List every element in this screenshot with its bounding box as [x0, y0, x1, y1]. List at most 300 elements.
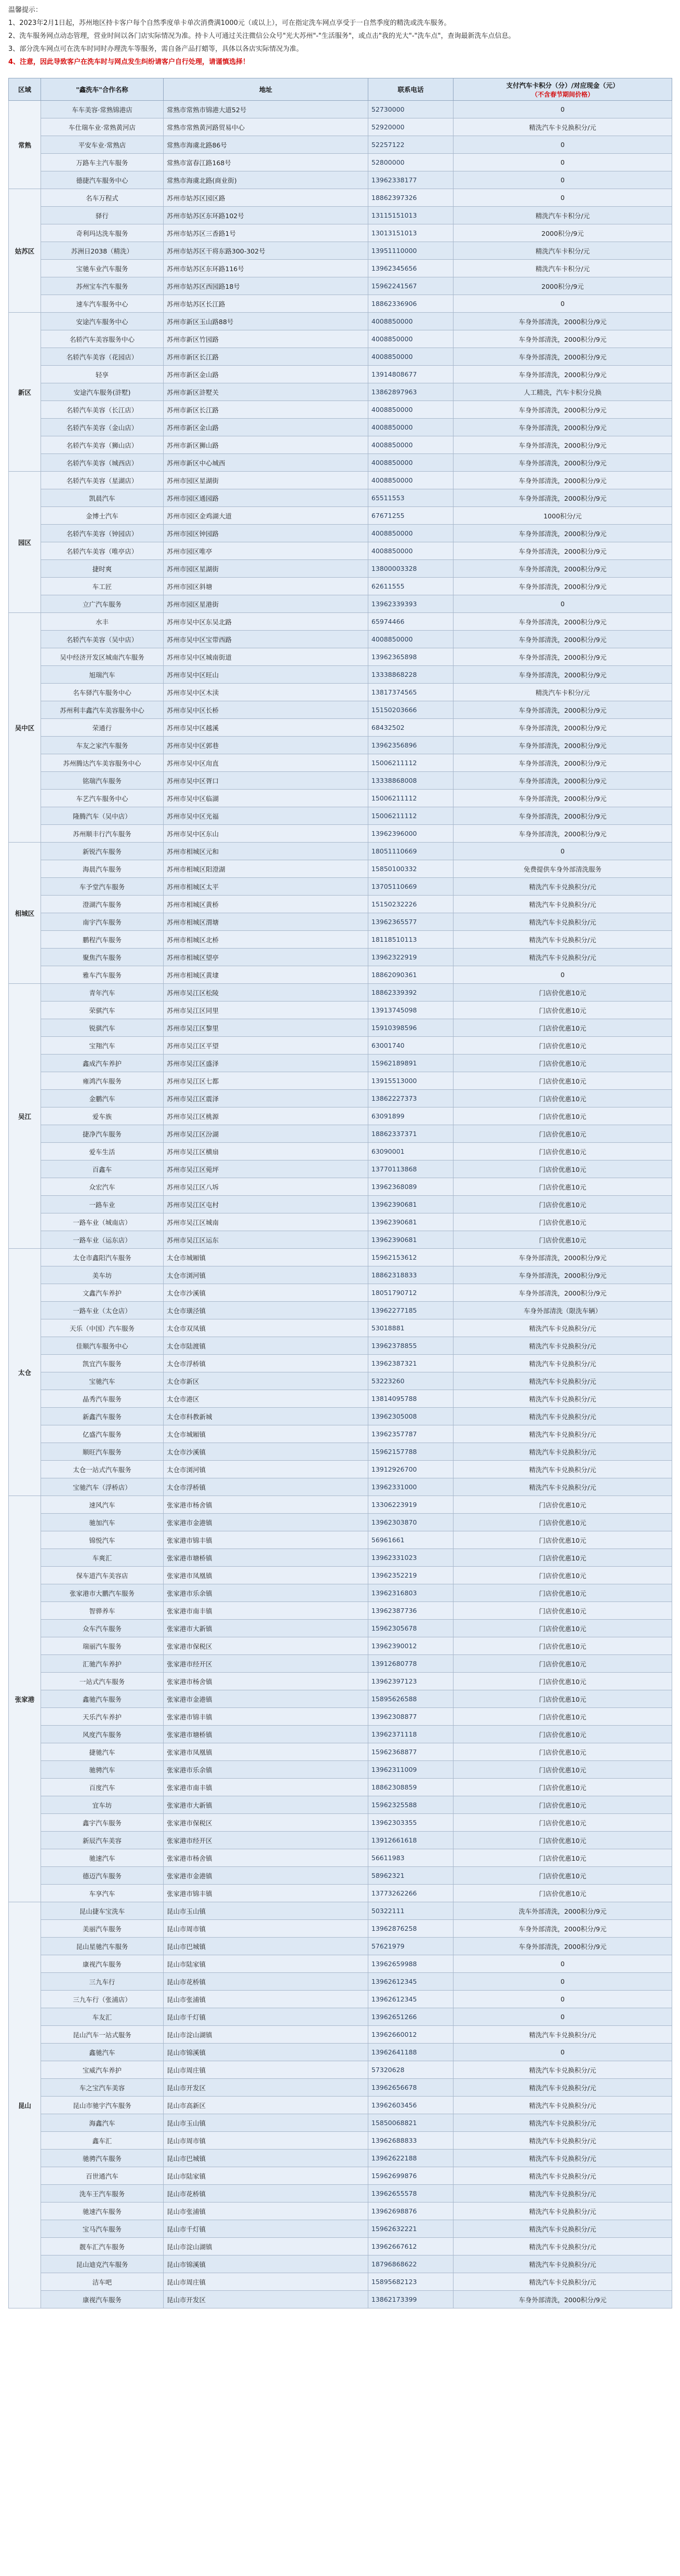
phone-cell: 57320628 [368, 2061, 454, 2079]
address-cell: 苏州市吴江区桃源 [164, 1107, 368, 1125]
address-cell: 昆山市开发区 [164, 2079, 368, 2097]
phone-cell: 18862337371 [368, 1125, 454, 1143]
phone-cell: 13962339393 [368, 595, 454, 613]
shop-name-cell: 轻享 [41, 366, 164, 383]
shop-name-cell: 汇驰汽车养护 [41, 1655, 164, 1673]
phone-cell: 13962390681 [368, 1231, 454, 1249]
address-cell: 张家港市大新镇 [164, 1796, 368, 1814]
table-row [9, 737, 672, 754]
benefit-cell: 精洗汽车卡兑换积分/元 [454, 1337, 672, 1355]
table-row [9, 154, 672, 171]
shop-name-cell: 佳顺汽车服务中心 [41, 1337, 164, 1355]
table-row [9, 772, 672, 790]
phone-cell: 13962622188 [368, 2150, 454, 2167]
shop-name-cell: 宝威汽车养护 [41, 2061, 164, 2079]
address-cell: 苏州市吴江区松陵 [164, 984, 368, 1002]
phone-cell: 65974466 [368, 613, 454, 631]
table-row [9, 277, 672, 295]
benefit-cell: 精洗汽车卡兑换积分/元 [454, 2220, 672, 2238]
benefit-cell: 精洗汽车卡兑换积分/元 [454, 2132, 672, 2150]
address-cell: 苏州市吴江区菀坪 [164, 1160, 368, 1178]
shop-name-cell: 安途汽车服务(浒墅) [41, 383, 164, 401]
shop-name-cell: 旭瑞汽车 [41, 666, 164, 684]
header-name: "鑫洗车"合作名称 [41, 78, 164, 101]
shop-name-cell: 昆山捷车宝洗车 [41, 1902, 164, 1920]
shop-name-cell: 吴中经济开发区城南汽车服务 [41, 648, 164, 666]
address-cell: 昆山市锦溪镇 [164, 2255, 368, 2273]
benefit-cell: 车身外部清洗，2000积分/9元 [454, 560, 672, 578]
benefit-cell: 0 [454, 1991, 672, 2008]
benefit-cell: 精洗汽车卡兑换积分/元 [454, 1390, 672, 1408]
table-row [9, 1849, 672, 1867]
table-row [9, 1761, 672, 1779]
address-cell: 苏州市吴江区汾湖 [164, 1125, 368, 1143]
address-cell: 昆山市千灯镇 [164, 2008, 368, 2026]
shop-name-cell: 风度汽车服务 [41, 1726, 164, 1743]
table-row [9, 2238, 672, 2255]
benefit-cell: 精洗汽车卡兑换积分/元 [454, 2150, 672, 2167]
table-row [9, 2132, 672, 2150]
benefit-cell: 车身外部清洗，2000积分/9元 [454, 772, 672, 790]
address-cell: 苏州市园区唯亭 [164, 542, 368, 560]
shop-name-cell: 三九车行 [41, 1973, 164, 1991]
phone-cell: 15006211112 [368, 790, 454, 807]
shop-name-cell: 荣骐汽车 [41, 1002, 164, 1019]
shop-name-cell: 锦悦汽车 [41, 1531, 164, 1549]
benefit-cell: 免费提供车身外部清洗服务 [454, 860, 672, 878]
table-row [9, 366, 672, 383]
phone-cell: 13962612345 [368, 1973, 454, 1991]
table-row [9, 1973, 672, 1991]
table-row [9, 1690, 672, 1708]
phone-cell: 4008850000 [368, 348, 454, 366]
address-cell: 太仓市浮桥镇 [164, 1478, 368, 1496]
shop-name-cell: 苏州利丰鑫汽车美容服务中心 [41, 701, 164, 719]
address-cell: 苏州市新区玉山路88号 [164, 313, 368, 330]
address-cell: 苏州市相城区北桥 [164, 931, 368, 949]
benefit-cell: 门店价优惠10元 [454, 1160, 672, 1178]
phone-cell: 13338868008 [368, 772, 454, 790]
table-row [9, 1885, 672, 1902]
shop-name-cell: 驰速汽车 [41, 1849, 164, 1867]
address-cell: 昆山市开发区 [164, 2291, 368, 2308]
shop-name-cell: 鑫车汇 [41, 2132, 164, 2150]
benefit-cell: 精洗汽车卡兑换积分/元 [454, 1408, 672, 1425]
shop-name-cell: 百度汽车 [41, 1779, 164, 1796]
phone-cell: 13962322919 [368, 949, 454, 966]
address-cell: 张家港市经开区 [164, 1832, 368, 1849]
header-benefit [454, 78, 672, 101]
shop-name-cell: 宝驰汽车（浮桥店） [41, 1478, 164, 1496]
address-cell: 昆山市陆家镇 [164, 2167, 368, 2185]
address-cell: 苏州市相城区阳澄湖 [164, 860, 368, 878]
table-body [9, 101, 672, 2308]
phone-cell: 13962656678 [368, 2079, 454, 2097]
table-row [9, 295, 672, 313]
phone-cell: 15962368877 [368, 1743, 454, 1761]
shop-name-cell: 捷净汽车服务 [41, 1125, 164, 1143]
phone-cell: 53018881 [368, 1319, 454, 1337]
shop-name-cell: 文鑫汽车养护 [41, 1284, 164, 1302]
phone-cell: 63001740 [368, 1037, 454, 1055]
phone-cell: 4008850000 [368, 472, 454, 489]
phone-cell: 15962189891 [368, 1055, 454, 1072]
address-cell: 苏州市吴江区城南 [164, 1213, 368, 1231]
address-cell: 太仓市沙溪镇 [164, 1284, 368, 1302]
shop-name-cell: 保车道汽车美容店 [41, 1567, 164, 1584]
address-cell: 昆山市巴城镇 [164, 2150, 368, 2167]
phone-cell: 50322111 [368, 1902, 454, 1920]
table-row [9, 1796, 672, 1814]
address-cell: 张家港市凤凰镇 [164, 1743, 368, 1761]
benefit-cell: 门店价优惠10元 [454, 1496, 672, 1514]
shop-name-cell: 安途汽车服务中心 [41, 313, 164, 330]
phone-cell: 4008850000 [368, 454, 454, 472]
phone-cell: 13962660012 [368, 2026, 454, 2044]
shop-name-cell: 车工匠 [41, 578, 164, 595]
table-row [9, 171, 672, 189]
address-cell: 张家港市杨舍镇 [164, 1673, 368, 1690]
table-row [9, 1284, 672, 1302]
phone-cell: 18051790712 [368, 1284, 454, 1302]
table-row [9, 2203, 672, 2220]
table-row [9, 525, 672, 542]
table-row [9, 2273, 672, 2291]
phone-cell: 13962378855 [368, 1337, 454, 1355]
address-cell: 昆山市张浦镇 [164, 1991, 368, 2008]
benefit-cell: 精洗汽车卡兑换积分/元 [454, 913, 672, 931]
phone-cell: 13962397123 [368, 1673, 454, 1690]
table-row [9, 825, 672, 843]
phone-cell: 13962356896 [368, 737, 454, 754]
shop-name-cell: 苏州顺丰行汽车服务 [41, 825, 164, 843]
shop-name-cell: 康视汽车服务 [41, 1955, 164, 1973]
phone-cell: 13306223919 [368, 1496, 454, 1514]
address-cell: 苏州市新区竹园路 [164, 330, 368, 348]
table-row [9, 224, 672, 242]
phone-cell: 13962688833 [368, 2132, 454, 2150]
phone-cell: 15850068821 [368, 2114, 454, 2132]
phone-cell: 4008850000 [368, 436, 454, 454]
region-cell: 园区 [9, 472, 41, 613]
shop-name-cell: 名车万程式 [41, 189, 164, 207]
address-cell: 张家港市杨舍镇 [164, 1496, 368, 1514]
benefit-cell: 0 [454, 1973, 672, 1991]
table-row [9, 807, 672, 825]
benefit-cell: 车身外部清洗，2000积分/9元 [454, 666, 672, 684]
shop-name-cell: 昆山汽车一站式服务 [41, 2026, 164, 2044]
header-region: 区域 [9, 78, 41, 101]
address-cell: 苏州市吴江区屯村 [164, 1196, 368, 1213]
shop-name-cell: 荣通行 [41, 719, 164, 737]
table-row [9, 2044, 672, 2061]
benefit-cell: 门店价优惠10元 [454, 1072, 672, 1090]
shop-name-cell: 铭瑞汽车服务 [41, 772, 164, 790]
phone-cell: 13962387736 [368, 1602, 454, 1620]
address-cell: 昆山市陆家镇 [164, 1955, 368, 1973]
phone-cell: 68432502 [368, 719, 454, 737]
table-row [9, 136, 672, 154]
address-cell: 苏州市相城区元和 [164, 843, 368, 860]
address-cell: 张家港市锦丰镇 [164, 1885, 368, 1902]
benefit-cell: 车身外部清洗，2000积分/9元 [454, 348, 672, 366]
address-cell: 苏州市园区星湖街 [164, 472, 368, 489]
table-row [9, 1655, 672, 1673]
header-benefit-main: 支付汽车卡积分（分）/对应现金（元） [506, 81, 619, 89]
phone-cell: 13862227373 [368, 1090, 454, 1107]
shop-name-cell: 瑞丽汽车服务 [41, 1637, 164, 1655]
phone-cell: 13962641188 [368, 2044, 454, 2061]
shop-name-cell: 海鑫汽车 [41, 2114, 164, 2132]
table-row [9, 1814, 672, 1832]
phone-cell: 13962651266 [368, 2008, 454, 2026]
phone-cell: 15910398596 [368, 1019, 454, 1037]
table-row [9, 1143, 672, 1160]
benefit-cell: 车身外部清洗，2000积分/9元 [454, 754, 672, 772]
benefit-cell: 门店价优惠10元 [454, 1055, 672, 1072]
table-row [9, 1231, 672, 1249]
phone-cell: 56961661 [368, 1531, 454, 1549]
table-row [9, 383, 672, 401]
phone-cell: 63091899 [368, 1107, 454, 1125]
table-row [9, 1372, 672, 1390]
benefit-cell: 0 [454, 101, 672, 118]
table-row [9, 931, 672, 949]
benefit-cell: 门店价优惠10元 [454, 1655, 672, 1673]
shop-name-cell: 名车驿汽车服务中心 [41, 684, 164, 701]
address-cell: 苏州市吴中区城南街道 [164, 648, 368, 666]
benefit-cell: 车身外部清洗，2000积分/9元 [454, 366, 672, 383]
benefit-cell: 车身外部清洗，2000积分/9元 [454, 578, 672, 595]
phone-cell: 4008850000 [368, 542, 454, 560]
phone-cell: 15962153612 [368, 1249, 454, 1266]
address-cell: 昆山市张浦镇 [164, 2203, 368, 2220]
phone-cell: 13914808677 [368, 366, 454, 383]
shop-name-cell: 顺旺汽车服务 [41, 1443, 164, 1461]
table-row [9, 666, 672, 684]
address-cell: 苏州市吴江区运东 [164, 1231, 368, 1249]
benefit-cell: 车身外部清洗，2000积分/9元 [454, 525, 672, 542]
phone-cell: 4008850000 [368, 401, 454, 419]
table-row [9, 1425, 672, 1443]
phone-cell: 15895626588 [368, 1690, 454, 1708]
benefit-cell: 门店价优惠10元 [454, 1019, 672, 1037]
address-cell: 苏州市新区金山路 [164, 366, 368, 383]
phone-cell: 13338868228 [368, 666, 454, 684]
benefit-cell: 精洗汽车卡兑换积分/元 [454, 118, 672, 136]
phone-cell: 13962698876 [368, 2203, 454, 2220]
shop-name-cell: 苏洲日2038（精洗） [41, 242, 164, 260]
address-cell: 太仓市双凤镇 [164, 1319, 368, 1337]
address-cell: 张家港市保税区 [164, 1637, 368, 1655]
shop-name-cell: 一路车业 [41, 1196, 164, 1213]
shop-name-cell: 苏州腾达汽车美容服务中心 [41, 754, 164, 772]
address-cell: 张家港市塘桥镇 [164, 1549, 368, 1567]
shop-name-cell: 鑫驰汽车 [41, 2044, 164, 2061]
address-cell: 昆山市淀山湖镇 [164, 2026, 368, 2044]
shop-name-cell: 青年汽车 [41, 984, 164, 1002]
shop-name-cell: 宜车坊 [41, 1796, 164, 1814]
phone-cell: 65511553 [368, 489, 454, 507]
table-row [9, 1832, 672, 1849]
benefit-cell: 精洗汽车卡兑换积分/元 [454, 2255, 672, 2273]
shop-name-cell: 苏州宝车汽车服务 [41, 277, 164, 295]
shop-name-cell: 鑫成汽车养护 [41, 1055, 164, 1072]
address-cell: 苏州市姑苏区三香路1号 [164, 224, 368, 242]
table-row [9, 330, 672, 348]
benefit-cell: 门店价优惠10元 [454, 1620, 672, 1637]
notice-line-3: 3、部分洗车网点可在洗车时同时办理洗车等服务，需自备产品打蜡等，具体以各店实际情况为准。 [8, 45, 303, 53]
shop-name-cell: 太仓市鑫阳汽车服务 [41, 1249, 164, 1266]
shop-name-cell: 亿盛汽车服务 [41, 1425, 164, 1443]
table-row [9, 101, 672, 118]
region-cell: 常熟 [9, 101, 41, 189]
table-row [9, 648, 672, 666]
benefit-cell: 精洗汽车卡兑换积分/元 [454, 2079, 672, 2097]
shop-name-cell: 百鑫车 [41, 1160, 164, 1178]
address-cell: 昆山市周庄镇 [164, 2061, 368, 2079]
table-row [9, 1496, 672, 1514]
phone-cell: 13912926700 [368, 1461, 454, 1478]
table-row [9, 860, 672, 878]
table-row [9, 1938, 672, 1955]
table-row [9, 454, 672, 472]
table-row [9, 489, 672, 507]
phone-cell: 4008850000 [368, 525, 454, 542]
phone-cell: 13962659988 [368, 1955, 454, 1973]
table-row [9, 1266, 672, 1284]
table-row [9, 719, 672, 737]
shop-name-cell: 金鹏汽车 [41, 1090, 164, 1107]
benefit-cell: 门店价优惠10元 [454, 1814, 672, 1832]
address-cell: 张家港市南丰镇 [164, 1779, 368, 1796]
shop-name-cell: 一路车业（运东店） [41, 1231, 164, 1249]
phone-cell: 13962357787 [368, 1425, 454, 1443]
shop-name-cell: 新锐汽车服务 [41, 843, 164, 860]
address-cell: 苏州市园区星港街 [164, 595, 368, 613]
phone-cell: 13951110000 [368, 242, 454, 260]
benefit-cell: 精洗汽车卡积分/元 [454, 207, 672, 224]
phone-cell: 13962311009 [368, 1761, 454, 1779]
benefit-cell: 精洗汽车卡兑换积分/元 [454, 2114, 672, 2132]
notice-line-2: 2、洗车服务网点动态管理，营业时间以各门店实际情况为准。持卡人可通过关注微信公众号"光大苏州"-"生活服务"，或点击"我的光大"-"洗车点"，查询最新洗车点信息。 [8, 32, 515, 40]
table-row [9, 1443, 672, 1461]
address-cell: 张家港市南丰镇 [164, 1602, 368, 1620]
address-cell: 苏州市姑苏区西园路18号 [164, 277, 368, 295]
benefit-cell: 车身外部清洗，2000积分/9元 [454, 701, 672, 719]
header-address: 地址 [164, 78, 368, 101]
shop-name-cell: 德捷汽车服务中心 [41, 171, 164, 189]
address-cell: 昆山市周庄镇 [164, 2273, 368, 2291]
phone-cell: 15150203666 [368, 701, 454, 719]
phone-cell: 13962368089 [368, 1178, 454, 1196]
address-cell: 苏州市相城区渭塘 [164, 913, 368, 931]
benefit-cell: 0 [454, 2044, 672, 2061]
benefit-cell: 精洗汽车卡兑换积分/元 [454, 896, 672, 913]
phone-cell: 13962390681 [368, 1196, 454, 1213]
phone-cell: 13770113868 [368, 1160, 454, 1178]
phone-cell: 13962603456 [368, 2097, 454, 2114]
shop-name-cell: 聚焦汽车服务 [41, 949, 164, 966]
table-row [9, 1055, 672, 1072]
benefit-cell: 精洗汽车卡兑换积分/元 [454, 1478, 672, 1496]
table-row [9, 631, 672, 648]
phone-cell: 56611983 [368, 1849, 454, 1867]
address-cell: 昆山市锦溪镇 [164, 2044, 368, 2061]
address-cell: 苏州市吴中区宝带西路 [164, 631, 368, 648]
address-cell: 苏州市相城区望亭 [164, 949, 368, 966]
phone-cell: 15962241567 [368, 277, 454, 295]
phone-cell: 18862336906 [368, 295, 454, 313]
shop-name-cell: 南宇汽车服务 [41, 913, 164, 931]
phone-cell: 4008850000 [368, 631, 454, 648]
table-row [9, 1779, 672, 1796]
table-row [9, 1178, 672, 1196]
address-cell: 苏州市姑苏区园区路 [164, 189, 368, 207]
shop-name-cell: 新辰汽车美容 [41, 1832, 164, 1849]
shop-name-cell: 水丰 [41, 613, 164, 631]
phone-cell: 15962157788 [368, 1443, 454, 1461]
address-cell: 张家港市杨舍镇 [164, 1849, 368, 1867]
table-row [9, 1902, 672, 1920]
benefit-cell: 洗车外部清洗，2000积分/9元 [454, 1902, 672, 1920]
benefit-cell: 精洗汽车卡兑换积分/元 [454, 1355, 672, 1372]
phone-cell: 13962345656 [368, 260, 454, 277]
table-row [9, 1637, 672, 1655]
phone-cell: 53223260 [368, 1372, 454, 1390]
benefit-cell: 车身外部清洗，2000积分/9元 [454, 613, 672, 631]
table-row [9, 1090, 672, 1107]
benefit-cell: 门店价优惠10元 [454, 1708, 672, 1726]
address-cell: 太仓市陆渡镇 [164, 1337, 368, 1355]
shop-name-cell: 爱车生活 [41, 1143, 164, 1160]
benefit-cell: 精洗汽车卡兑换积分/元 [454, 2026, 672, 2044]
shop-name-cell: 名轿汽车美容服务中心 [41, 330, 164, 348]
shop-name-cell: 张家港市大鹏汽车服务 [41, 1584, 164, 1602]
benefit-cell: 0 [454, 595, 672, 613]
table-row [9, 1319, 672, 1337]
table-row [9, 2079, 672, 2097]
table-row [9, 1602, 672, 1620]
benefit-cell: 门店价优惠10元 [454, 1743, 672, 1761]
address-cell: 苏州市新区长江路 [164, 348, 368, 366]
shop-name-cell: 速车汽车服务中心 [41, 295, 164, 313]
address-cell: 太仓市城厢镇 [164, 1425, 368, 1443]
shop-name-cell: 速风汽车 [41, 1496, 164, 1514]
benefit-cell: 精洗汽车卡兑换积分/元 [454, 2167, 672, 2185]
shop-name-cell: 德迈汽车服务 [41, 1867, 164, 1885]
benefit-cell: 精洗汽车卡兑换积分/元 [454, 1372, 672, 1390]
phone-cell: 13912661618 [368, 1832, 454, 1849]
phone-cell: 13962308877 [368, 1708, 454, 1726]
table-row [9, 1514, 672, 1531]
benefit-cell: 2000积分/9元 [454, 224, 672, 242]
address-cell: 昆山市周市镇 [164, 2132, 368, 2150]
address-cell: 苏州市吴江区震泽 [164, 1090, 368, 1107]
benefit-cell: 0 [454, 843, 672, 860]
phone-cell: 15962699876 [368, 2167, 454, 2185]
benefit-cell: 车身外部清洗，2000积分/9元 [454, 807, 672, 825]
address-cell: 苏州市新区金山路 [164, 419, 368, 436]
shop-name-cell: 名轿汽车美容（狮山店） [41, 436, 164, 454]
table-row [9, 419, 672, 436]
benefit-cell: 精洗汽车卡兑换积分/元 [454, 2185, 672, 2203]
benefit-cell: 精洗汽车卡兑换积分/元 [454, 1319, 672, 1337]
benefit-cell: 门店价优惠10元 [454, 1514, 672, 1531]
benefit-cell: 车身外部清洗，2000积分/9元 [454, 1920, 672, 1938]
phone-cell: 18862318833 [368, 1266, 454, 1284]
benefit-cell: 精洗汽车卡兑换积分/元 [454, 1461, 672, 1478]
